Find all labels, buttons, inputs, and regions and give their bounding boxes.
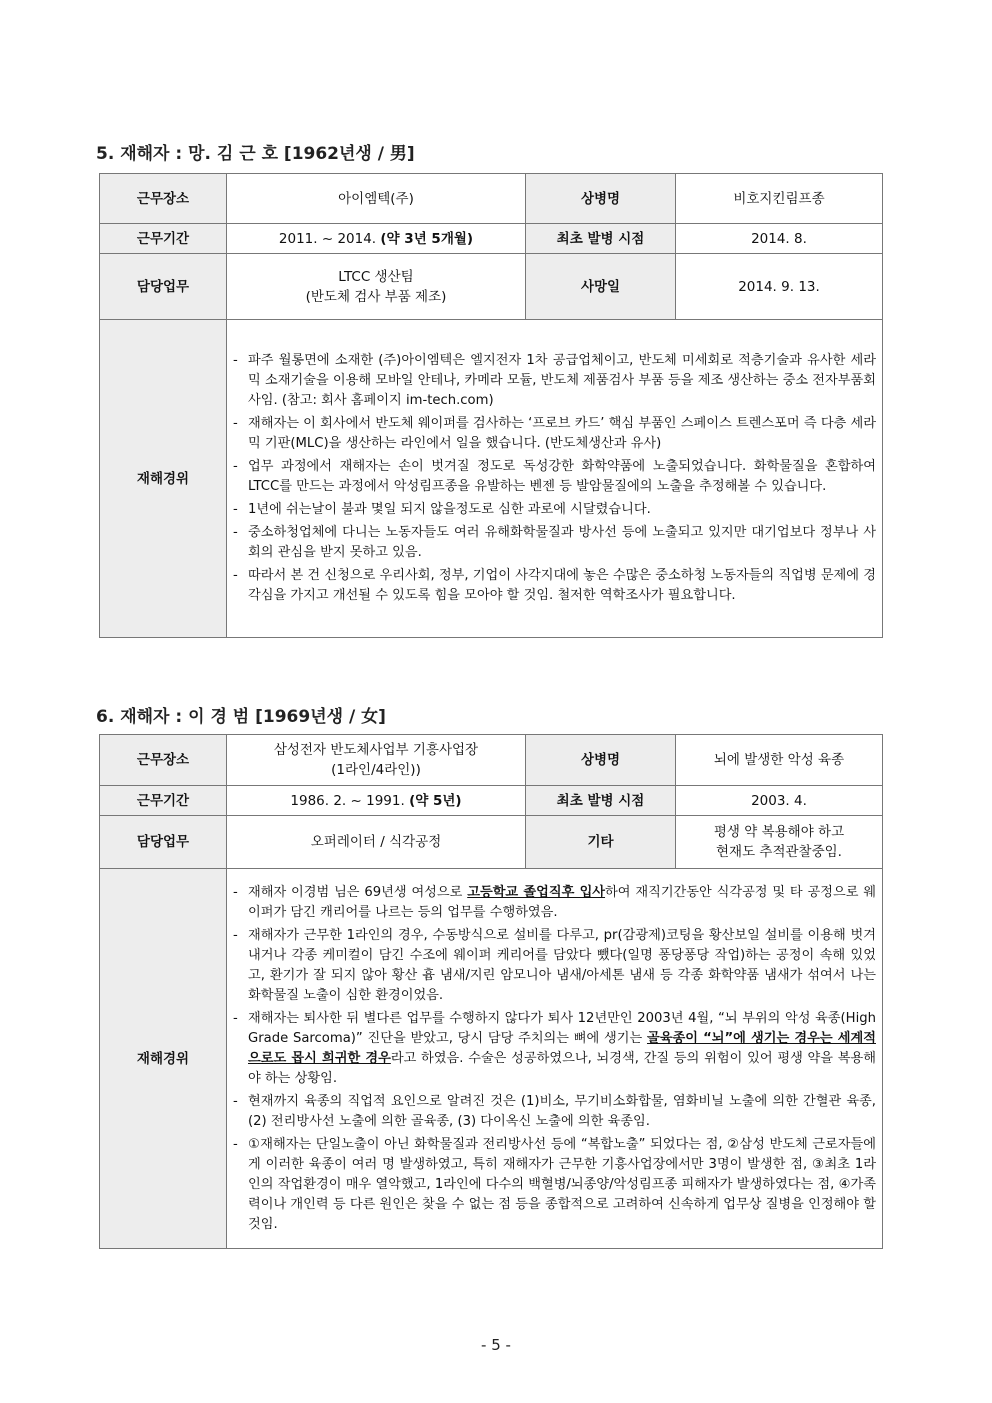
narrative-list bbox=[233, 351, 876, 606]
table-row bbox=[100, 786, 883, 816]
narrative-list bbox=[233, 883, 876, 1235]
item-text: 라고 하였음. 수술은 성공하였으나, 뇌경색, 간질 등의 위험이 있어 평생 약을 복용해야 하는 상황임. bbox=[248, 1050, 876, 1086]
table-row bbox=[100, 254, 883, 320]
disease-value: 비호지킨림프종 bbox=[676, 174, 883, 224]
other-value bbox=[676, 816, 883, 869]
table-row bbox=[100, 816, 883, 869]
workplace-label: 근무장소 bbox=[100, 735, 227, 786]
period-label: 근무기간 bbox=[100, 224, 227, 254]
table-row bbox=[100, 320, 883, 638]
item-text: 하여 재직기간동안 식각공정 및 타 공정으로 웨이퍼가 담긴 캐리어를 나르는 등의 업무를 수행하였음. bbox=[248, 884, 876, 920]
item-text: 재해자는 퇴사한 뒤 별다른 업무를 수행하지 않다가 퇴사 12년만인 2003년 4월, “뇌 부위의 악성 육종(High Grade Sarcoma)” 진단을 받았고, 당시 담당 주치의는 뼈에 생기는 bbox=[248, 1010, 876, 1046]
narrative-label: 재해경위 bbox=[100, 320, 227, 638]
narrative-cell bbox=[227, 320, 883, 638]
narrative-cell bbox=[227, 869, 883, 1249]
list-item: - 재해자가 근무한 1라인의 경우, 수동방식으로 설비를 다루고, pr(감광제)코팅을 황산보일 설비를 이용해 벗겨내거나 각종 케미컬이 담긴 수조에 웨이퍼 케리어를 담았다 뺐다(일명 퐁당퐁당 작업)하는 공정이 속해 있었고, 환기가 잘 되지 않아 황산 흄 냄새/지린 암모니아 냄새/아세톤 냄새 등 각종 화학약품 냄새가 섞여서 나는 화학물질 노출이 심한 환경이었음. bbox=[233, 926, 876, 1006]
period-dates: 1986. 2. ~ 1991. bbox=[290, 792, 410, 809]
workplace-value: 아이엠텍(주) bbox=[227, 174, 526, 224]
onset-label: 최초 발병 시점 bbox=[526, 224, 676, 254]
duty-line-1: LTCC 생산팀 bbox=[338, 268, 414, 285]
onset-label: 최초 발병 시점 bbox=[526, 786, 676, 816]
list-item: - 업무 과정에서 재해자는 손이 벗겨질 정도로 독성강한 화학약품에 노출되었습니다. 화학물질을 혼합하여 LTCC를 만드는 과정에서 악성림프종을 유발하는 벤젠 등 발암물질에의 노출을 추정해볼 수 있습니다. bbox=[233, 457, 876, 497]
period-duration: (약 5년) bbox=[409, 792, 462, 809]
table-row bbox=[100, 224, 883, 254]
onset-value: 2003. 4. bbox=[676, 786, 883, 816]
item-text: 재해자 이경범 님은 69년생 여성으로 bbox=[248, 884, 468, 900]
table-row bbox=[100, 869, 883, 1249]
duty-value bbox=[227, 254, 526, 320]
other-label: 기타 bbox=[526, 816, 676, 869]
workplace-line-1: 삼성전자 반도체사업부 기흥사업장 bbox=[273, 742, 479, 758]
list-item: - 파주 월롱면에 소재한 (주)아이엠텍은 엘지전자 1차 공급업체이고, 반도체 미세회로 적층기술과 유사한 세라믹 소재기술을 이용해 모바일 안테나, 카메라 모듈, 반도체 제품검사 부품 등을 제조 생산하는 중소 전자부품회사임. (참고: 회사 홈페이지 im-tech.com) bbox=[233, 351, 876, 411]
victim-5-table bbox=[99, 173, 883, 638]
disease-label: 상병명 bbox=[526, 735, 676, 786]
duty-label: 담당업무 bbox=[100, 816, 227, 869]
page-number: - 5 - bbox=[481, 1336, 511, 1354]
narrative-label: 재해경위 bbox=[100, 869, 227, 1249]
section-6-title: 6. 재해자 : 이 경 범 [1969년생 / 女] bbox=[96, 707, 386, 727]
onset-value: 2014. 8. bbox=[676, 224, 883, 254]
period-dates: 2011. ~ 2014. bbox=[278, 230, 381, 247]
disease-value: 뇌에 발생한 악성 육종 bbox=[676, 735, 883, 786]
workplace-line-2: (1라인/4라인)) bbox=[331, 762, 421, 778]
other-line-2: 현재도 추적관찰중임. bbox=[716, 844, 842, 860]
list-item bbox=[233, 1009, 876, 1089]
list-item: - 1년에 쉬는날이 불과 몇일 되지 않을정도로 심한 과로에 시달렸습니다. bbox=[233, 500, 876, 520]
period-value bbox=[227, 224, 526, 254]
period-label: 근무기간 bbox=[100, 786, 227, 816]
list-item: - 중소하청업체에 다니는 노동자들도 여러 유해화학물질과 방사선 등에 노출되고 있지만 대기업보다 정부나 사회의 관심을 받지 못하고 있음. bbox=[233, 523, 876, 563]
duty-line-2: (반도체 검사 부품 제조) bbox=[305, 288, 447, 305]
victim-6-table bbox=[99, 734, 883, 1249]
list-item: - 재해자는 이 회사에서 반도체 웨이퍼를 검사하는 ‘프로브 카드’ 핵심 부품인 스페이스 트렌스포머 즉 다층 세라믹 기판(MLC)을 생산하는 라인에서 일을 했습니다. (반도체생산과 유사) bbox=[233, 414, 876, 454]
table-row bbox=[100, 174, 883, 224]
workplace-label: 근무장소 bbox=[100, 174, 227, 224]
section-5-title: 5. 재해자 : 망. 김 근 호 [1962년생 / 男] bbox=[96, 144, 415, 164]
workplace-value bbox=[227, 735, 526, 786]
period-duration: (약 3년 5개월) bbox=[380, 230, 474, 247]
other-line-1: 평생 약 복용해야 하고 bbox=[713, 824, 845, 840]
death-date-label: 사망일 bbox=[526, 254, 676, 320]
duty-label: 담당업무 bbox=[100, 254, 227, 320]
list-item: - ①재해자는 단일노출이 아닌 화학물질과 전리방사선 등에 “복합노출” 되었다는 점, ②삼성 반도체 근로자들에게 이러한 육종이 여러 명 발생하였고, 특히 재해자가 근무한 기흥사업장에서만 3명이 발생한 점, ③최초 1라인의 작업환경이 매우 열악했고, 1라인에 다수의 백혈병/뇌종양/악성림프종 피해자가 발생하였다는 점, ④가족력이나 개인력 등 다른 원인은 찾을 수 없는 점 등을 종합적으로 고려하여 신속하게 업무상 질병을 인정해야 할 것임. bbox=[233, 1135, 876, 1235]
item-emphasis: 고등학교 졸업직후 입사 bbox=[467, 884, 606, 900]
disease-label: 상병명 bbox=[526, 174, 676, 224]
list-item: - 현재까지 육종의 직업적 요인으로 알려진 것은 (1)비소, 무기비소화합물, 염화비닐 노출에 의한 간혈관 육종, (2) 전리방사선 노출에 의한 골육종, (3) 다이옥신 노출에 의한 육종임. bbox=[233, 1092, 876, 1132]
item-emphasis: 골육종이 “뇌”에 생기는 경우는 세계적으로도 몹시 희귀한 경우 bbox=[248, 1030, 876, 1066]
list-item: - 따라서 본 건 신청으로 우리사회, 정부, 기업이 사각지대에 놓은 수많은 중소하청 노동자들의 직업병 문제에 경각심을 가지고 개선될 수 있도록 힘을 모아야 할 것임. 철저한 역학조사가 필요합니다. bbox=[233, 566, 876, 606]
list-item bbox=[233, 883, 876, 923]
table-row bbox=[100, 735, 883, 786]
period-value bbox=[227, 786, 526, 816]
death-date-value: 2014. 9. 13. bbox=[676, 254, 883, 320]
duty-value: 오퍼레이터 / 식각공정 bbox=[227, 816, 526, 869]
